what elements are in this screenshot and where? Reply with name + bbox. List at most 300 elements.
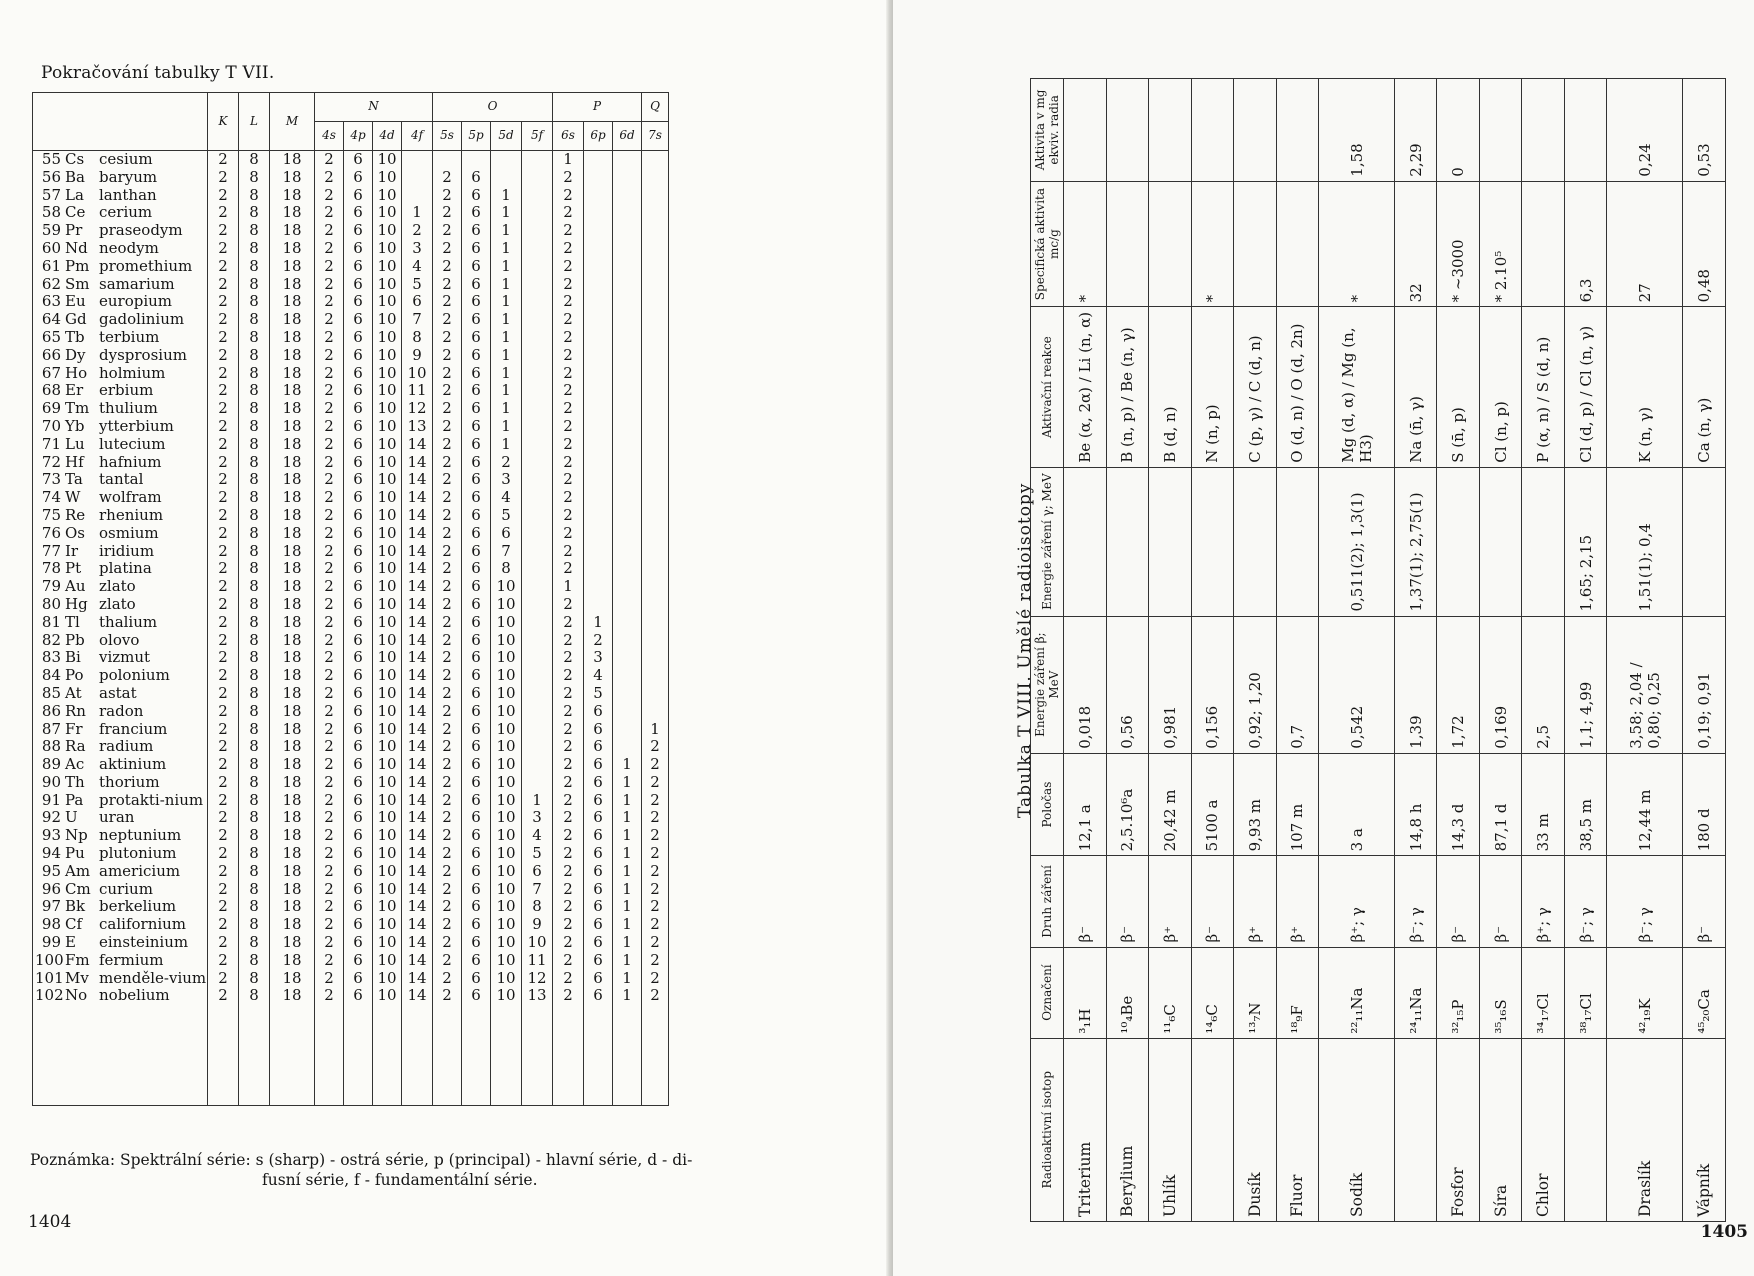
occupancy-cell: 4 [491, 489, 522, 507]
isotope-eg-cell [1064, 467, 1107, 616]
occupancy-cell: 2 [315, 525, 344, 543]
occupancy-cell: 6 [584, 756, 613, 774]
element-name: ytterbium [99, 416, 174, 435]
element-symbol: Re [65, 505, 86, 524]
occupancy-cell: 6 [344, 934, 373, 952]
occupancy-cell: 1 [584, 614, 613, 632]
occupancy-cell [613, 418, 642, 436]
occupancy-cell: 1 [613, 863, 642, 881]
occupancy-cell: 10 [373, 454, 402, 472]
isotope-eg-cell: 1,65; 2,15 [1564, 467, 1607, 616]
occupancy-cell: 2 [433, 187, 462, 205]
occupancy-cell [522, 525, 553, 543]
occupancy-cell: 2 [433, 774, 462, 792]
occupancy-cell: 2 [315, 685, 344, 703]
occupancy-cell: 14 [402, 987, 433, 1005]
occupancy-cell: 2 [208, 863, 239, 881]
occupancy-cell: 2 [553, 881, 584, 899]
element-cell [33, 543, 208, 561]
occupancy-cell: 2 [642, 898, 669, 916]
occupancy-cell: 6 [462, 382, 491, 400]
element-cell [33, 881, 208, 899]
occupancy-cell: 18 [270, 649, 315, 667]
isotope-half-cell: 33 m [1522, 753, 1565, 856]
occupancy-cell: 6 [344, 240, 373, 258]
occupancy-cell [584, 204, 613, 222]
occupancy-cell: 2 [553, 436, 584, 454]
isotope-rad-cell: β⁻ [1064, 856, 1107, 947]
column-header: Druh záření [1031, 856, 1064, 947]
table-row [33, 738, 669, 756]
occupancy-cell: 8 [239, 418, 270, 436]
occupancy-cell: 6 [584, 934, 613, 952]
occupancy-cell: 8 [239, 827, 270, 845]
page-number-left: 1404 [28, 1212, 72, 1232]
atomic-number: 59 [41, 221, 61, 240]
occupancy-cell: 18 [270, 169, 315, 187]
table-row [1564, 79, 1607, 1222]
occupancy-cell: 2 [553, 792, 584, 810]
occupancy-cell: 2 [433, 614, 462, 632]
occupancy-cell: 8 [239, 400, 270, 418]
occupancy-cell: 10 [373, 560, 402, 578]
occupancy-cell: 14 [402, 970, 433, 988]
table-row [33, 169, 669, 187]
element-cell [33, 240, 208, 258]
occupancy-cell: 2 [315, 632, 344, 650]
occupancy-cell: 18 [270, 881, 315, 899]
occupancy-cell: 2 [208, 685, 239, 703]
occupancy-cell: 8 [239, 898, 270, 916]
occupancy-cell: 1 [522, 792, 553, 810]
element-name: astat [99, 683, 137, 702]
occupancy-cell: 18 [270, 721, 315, 739]
atomic-number: 81 [41, 612, 61, 631]
occupancy-cell: 6 [462, 916, 491, 934]
occupancy-cell: 2 [315, 827, 344, 845]
occupancy-cell: 6 [462, 222, 491, 240]
occupancy-cell: 2 [553, 934, 584, 952]
occupancy-cell: 1 [491, 436, 522, 454]
occupancy-cell: 18 [270, 151, 315, 169]
occupancy-cell: 6 [344, 169, 373, 187]
isotope-react-cell: Cl (d, p) / Cl (n, γ) [1564, 307, 1607, 467]
isotope-spec-cell [1106, 181, 1149, 307]
occupancy-cell: 13 [402, 418, 433, 436]
table-row [33, 952, 669, 970]
occupancy-cell: 2 [315, 898, 344, 916]
occupancy-cell: 10 [373, 774, 402, 792]
isotope-eb-cell: 0,56 [1106, 616, 1149, 753]
occupancy-cell: 8 [239, 454, 270, 472]
occupancy-cell: 2 [433, 827, 462, 845]
occupancy-cell: 2 [208, 418, 239, 436]
isotope-eb-cell: 2,5 [1522, 616, 1565, 753]
occupancy-cell: 18 [270, 525, 315, 543]
occupancy-cell: 14 [402, 934, 433, 952]
occupancy-cell: 2 [208, 187, 239, 205]
occupancy-cell: 18 [270, 845, 315, 863]
atomic-number: 86 [41, 701, 61, 720]
occupancy-cell: 6 [344, 311, 373, 329]
subshell-header: 4p [344, 122, 373, 151]
occupancy-cell [522, 596, 553, 614]
occupancy-cell [584, 240, 613, 258]
occupancy-cell: 10 [373, 507, 402, 525]
occupancy-cell [584, 596, 613, 614]
occupancy-cell: 10 [373, 970, 402, 988]
occupancy-cell: 2 [553, 845, 584, 863]
table-row [33, 845, 669, 863]
occupancy-cell: 6 [462, 703, 491, 721]
occupancy-cell [522, 400, 553, 418]
occupancy-cell: 8 [239, 952, 270, 970]
occupancy-cell: 2 [315, 667, 344, 685]
table-row [33, 863, 669, 881]
subshell-header: 6d [613, 122, 642, 151]
occupancy-cell: 10 [373, 329, 402, 347]
isotope-rad-cell: β⁺ [1276, 856, 1319, 947]
element-cell [33, 400, 208, 418]
element-name: berkelium [99, 897, 177, 916]
isotope-act-cell [1234, 79, 1277, 182]
element-symbol: Cf [65, 915, 83, 934]
element-cell [33, 560, 208, 578]
occupancy-cell: 2 [208, 614, 239, 632]
isotope-mark-cell: ²⁴₁₁Na [1394, 947, 1437, 1038]
shell-header-l: L [239, 93, 270, 151]
isotope-name-cell: Berylium [1106, 1038, 1149, 1221]
atomic-number: 93 [41, 826, 61, 845]
occupancy-cell: 14 [402, 881, 433, 899]
table-row [33, 774, 669, 792]
occupancy-cell: 2 [208, 898, 239, 916]
occupancy-cell: 2 [553, 382, 584, 400]
occupancy-cell: 6 [344, 204, 373, 222]
occupancy-cell: 2 [208, 222, 239, 240]
occupancy-cell: 11 [402, 382, 433, 400]
isotope-spec-cell: * 2.10⁵ [1479, 181, 1522, 307]
element-cell [33, 204, 208, 222]
element-name: radium [99, 737, 154, 756]
occupancy-cell: 2 [208, 970, 239, 988]
element-symbol: No [65, 986, 88, 1005]
occupancy-cell: 7 [522, 881, 553, 899]
occupancy-cell: 2 [433, 311, 462, 329]
radioisotope-table-frame [1030, 78, 1726, 1222]
isotope-spec-cell: * [1319, 181, 1395, 307]
occupancy-cell: 2 [208, 311, 239, 329]
occupancy-cell [584, 169, 613, 187]
occupancy-cell [642, 436, 669, 454]
element-name: protakti-nium [99, 790, 204, 809]
occupancy-cell: 18 [270, 578, 315, 596]
isotope-rad-cell: β⁺ [1234, 856, 1277, 947]
occupancy-cell: 18 [270, 898, 315, 916]
occupancy-cell: 18 [270, 863, 315, 881]
occupancy-cell: 10 [373, 827, 402, 845]
occupancy-cell: 2 [208, 916, 239, 934]
isotope-eb-cell: 0,981 [1149, 616, 1192, 753]
occupancy-cell: 2 [433, 454, 462, 472]
occupancy-cell [613, 204, 642, 222]
element-cell [33, 952, 208, 970]
table-row [1607, 79, 1683, 1222]
occupancy-cell: 2 [433, 845, 462, 863]
shell-header-m: M [270, 93, 315, 151]
occupancy-cell: 6 [344, 863, 373, 881]
element-cell [33, 721, 208, 739]
element-symbol: Pt [65, 559, 82, 578]
occupancy-cell: 6 [344, 543, 373, 561]
occupancy-cell: 10 [491, 667, 522, 685]
element-symbol: Bi [65, 648, 81, 667]
element-symbol: E [65, 933, 76, 952]
occupancy-cell [522, 578, 553, 596]
occupancy-cell: 10 [373, 151, 402, 169]
occupancy-cell: 9 [522, 916, 553, 934]
occupancy-cell [642, 454, 669, 472]
occupancy-cell: 2 [433, 934, 462, 952]
occupancy-cell: 2 [553, 649, 584, 667]
occupancy-cell: 8 [239, 382, 270, 400]
occupancy-cell: 1 [613, 792, 642, 810]
element-name: europium [99, 292, 173, 311]
table-row [33, 258, 669, 276]
occupancy-cell: 1 [613, 845, 642, 863]
element-cell [33, 258, 208, 276]
atomic-number: 73 [41, 470, 61, 489]
occupancy-cell: 8 [239, 240, 270, 258]
element-cell [33, 418, 208, 436]
occupancy-cell: 2 [208, 525, 239, 543]
occupancy-cell: 6 [584, 952, 613, 970]
occupancy-cell [642, 347, 669, 365]
occupancy-cell: 2 [553, 916, 584, 934]
occupancy-cell: 6 [462, 934, 491, 952]
occupancy-cell: 2 [553, 471, 584, 489]
occupancy-cell: 2 [315, 276, 344, 294]
occupancy-cell: 9 [402, 347, 433, 365]
occupancy-cell: 18 [270, 293, 315, 311]
element-name: lutecium [99, 434, 166, 453]
atomic-number: 101 [35, 968, 64, 987]
element-symbol: Cm [65, 879, 91, 898]
occupancy-cell: 6 [344, 525, 373, 543]
occupancy-cell: 10 [491, 792, 522, 810]
isotope-act-cell: 0,24 [1607, 79, 1683, 182]
occupancy-cell: 2 [433, 632, 462, 650]
occupancy-cell: 18 [270, 827, 315, 845]
table-row [33, 187, 669, 205]
element-cell [33, 898, 208, 916]
occupancy-cell [522, 703, 553, 721]
occupancy-cell: 8 [239, 721, 270, 739]
isotope-rad-cell: β⁻ [1106, 856, 1149, 947]
atomic-number: 64 [41, 310, 61, 329]
occupancy-cell: 10 [373, 578, 402, 596]
occupancy-cell: 14 [402, 721, 433, 739]
occupancy-cell: 6 [344, 952, 373, 970]
isotope-spec-cell [1276, 181, 1319, 307]
occupancy-cell: 8 [239, 489, 270, 507]
element-cell [33, 916, 208, 934]
occupancy-cell: 2 [315, 721, 344, 739]
element-symbol: Gd [65, 310, 87, 329]
occupancy-cell [613, 454, 642, 472]
occupancy-cell: 14 [402, 436, 433, 454]
occupancy-cell: 2 [315, 970, 344, 988]
occupancy-cell [642, 400, 669, 418]
isotope-act-cell [1276, 79, 1319, 182]
occupancy-cell [522, 489, 553, 507]
occupancy-cell: 2 [433, 293, 462, 311]
isotope-eb-cell: 0,169 [1479, 616, 1522, 753]
occupancy-cell: 14 [402, 560, 433, 578]
occupancy-cell [522, 222, 553, 240]
occupancy-cell: 2 [433, 329, 462, 347]
occupancy-cell: 1 [613, 774, 642, 792]
occupancy-cell: 1 [491, 240, 522, 258]
element-name: olovo [99, 630, 140, 649]
occupancy-cell: 10 [373, 987, 402, 1005]
occupancy-cell: 6 [462, 329, 491, 347]
occupancy-cell: 8 [239, 471, 270, 489]
occupancy-cell [522, 632, 553, 650]
occupancy-cell: 8 [239, 667, 270, 685]
table-row [1522, 79, 1565, 1222]
occupancy-cell: 6 [462, 454, 491, 472]
occupancy-cell: 6 [462, 436, 491, 454]
element-symbol: Ho [65, 363, 88, 382]
occupancy-cell: 2 [642, 845, 669, 863]
occupancy-cell: 10 [491, 756, 522, 774]
occupancy-cell [613, 311, 642, 329]
table-row [33, 489, 669, 507]
element-name: fermium [99, 950, 164, 969]
table-row [33, 204, 669, 222]
element-cell [33, 738, 208, 756]
occupancy-cell [642, 471, 669, 489]
occupancy-cell: 8 [239, 436, 270, 454]
occupancy-cell [522, 418, 553, 436]
occupancy-cell: 2 [208, 560, 239, 578]
element-cell [33, 276, 208, 294]
occupancy-cell: 10 [373, 845, 402, 863]
occupancy-cell: 2 [208, 382, 239, 400]
occupancy-cell: 2 [553, 827, 584, 845]
atomic-number: 82 [41, 630, 61, 649]
occupancy-cell: 2 [553, 738, 584, 756]
element-cell [33, 151, 208, 169]
atomic-number: 88 [41, 737, 61, 756]
isotope-eg-cell [1234, 467, 1277, 616]
occupancy-cell: 2 [315, 454, 344, 472]
table-row [33, 471, 669, 489]
occupancy-cell: 6 [584, 970, 613, 988]
element-symbol: Ta [65, 470, 83, 489]
occupancy-cell: 12 [522, 970, 553, 988]
occupancy-cell: 6 [402, 293, 433, 311]
occupancy-cell [433, 151, 462, 169]
occupancy-cell: 6 [462, 792, 491, 810]
column-header: Specifická aktivita mc/g [1031, 181, 1064, 307]
element-cell [33, 436, 208, 454]
occupancy-cell: 2 [315, 596, 344, 614]
occupancy-cell: 2 [208, 596, 239, 614]
occupancy-cell [522, 774, 553, 792]
occupancy-cell [584, 525, 613, 543]
occupancy-cell: 6 [522, 863, 553, 881]
occupancy-cell: 10 [491, 916, 522, 934]
occupancy-cell: 6 [344, 454, 373, 472]
occupancy-cell: 18 [270, 489, 315, 507]
occupancy-cell [642, 507, 669, 525]
occupancy-cell: 10 [373, 489, 402, 507]
occupancy-cell: 2 [433, 400, 462, 418]
occupancy-cell: 6 [584, 898, 613, 916]
occupancy-cell: 10 [491, 952, 522, 970]
isotope-spec-cell: 0,48 [1683, 181, 1726, 307]
occupancy-cell: 8 [239, 632, 270, 650]
occupancy-cell: 2 [315, 703, 344, 721]
occupancy-cell: 2 [208, 436, 239, 454]
occupancy-cell: 5 [522, 845, 553, 863]
occupancy-cell: 2 [208, 667, 239, 685]
occupancy-cell [642, 151, 669, 169]
occupancy-cell: 8 [239, 774, 270, 792]
element-name: praseodym [99, 221, 183, 240]
isotope-half-cell: 12,44 m [1607, 753, 1683, 856]
occupancy-cell [522, 436, 553, 454]
occupancy-cell: 6 [344, 471, 373, 489]
isotope-rad-cell: β⁻ [1437, 856, 1480, 947]
occupancy-cell: 6 [344, 382, 373, 400]
occupancy-cell: 6 [462, 952, 491, 970]
occupancy-cell: 2 [433, 382, 462, 400]
atomic-number: 98 [41, 915, 61, 934]
table-row [33, 222, 669, 240]
occupancy-cell: 2 [315, 169, 344, 187]
occupancy-cell: 2 [315, 365, 344, 383]
isotope-mark-cell: ⁴⁵₂₀Ca [1683, 947, 1726, 1038]
occupancy-cell: 2 [402, 222, 433, 240]
occupancy-cell: 8 [522, 898, 553, 916]
occupancy-cell: 10 [522, 934, 553, 952]
occupancy-cell [642, 649, 669, 667]
occupancy-cell: 2 [553, 525, 584, 543]
atomic-number: 84 [41, 666, 61, 685]
table-row [1191, 79, 1234, 1222]
isotope-name-cell: Fluor [1276, 1038, 1319, 1221]
isotope-mark-cell: ¹⁴₆C [1191, 947, 1234, 1038]
occupancy-cell: 2 [315, 863, 344, 881]
isotope-eg-cell [1276, 467, 1319, 616]
column-header: Poločas [1031, 753, 1064, 856]
occupancy-cell: 2 [315, 614, 344, 632]
occupancy-cell: 2 [553, 667, 584, 685]
occupancy-cell: 2 [553, 560, 584, 578]
occupancy-cell: 2 [208, 151, 239, 169]
isotope-name-cell: Fosfor [1437, 1038, 1480, 1221]
occupancy-cell [642, 365, 669, 383]
occupancy-cell [584, 311, 613, 329]
table-row [33, 382, 669, 400]
occupancy-cell: 10 [373, 382, 402, 400]
element-cell [33, 827, 208, 845]
atomic-number: 80 [41, 594, 61, 613]
atomic-number: 57 [41, 185, 61, 204]
